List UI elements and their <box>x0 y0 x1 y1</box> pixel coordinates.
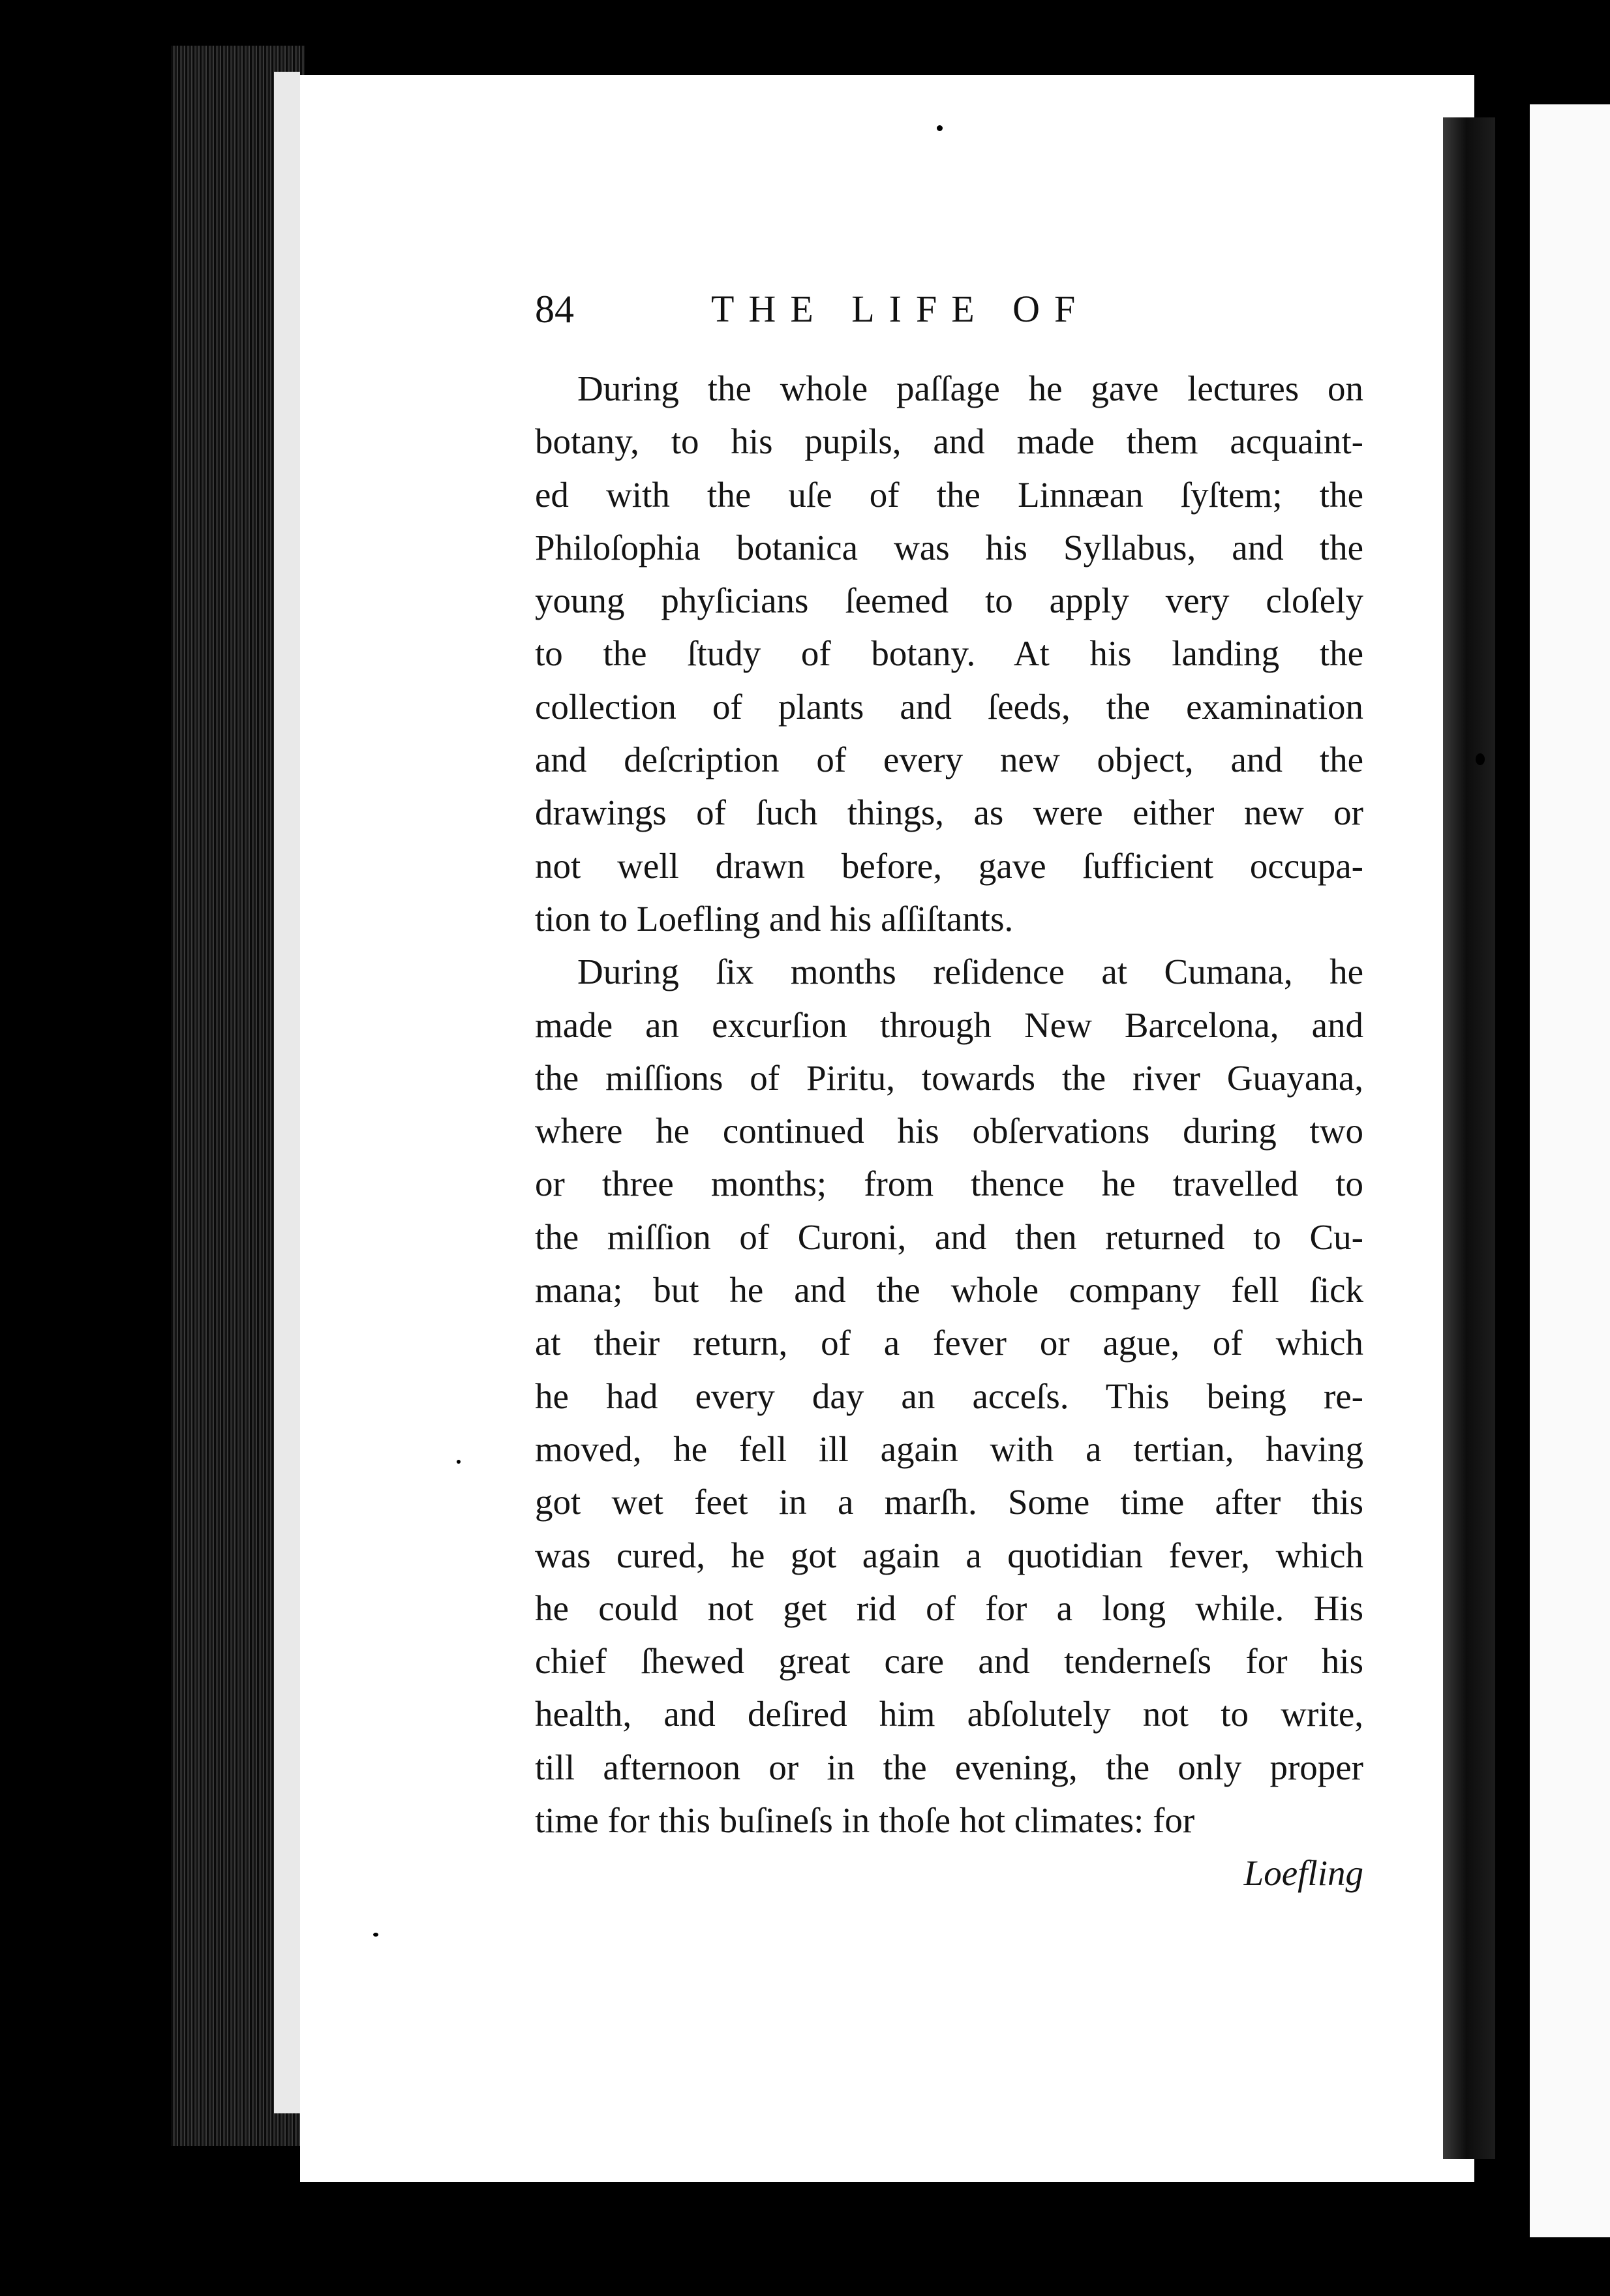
text-line: he could not get rid of for a long while. His <box>535 1588 1363 1628</box>
ink-speck <box>937 125 943 131</box>
body-text <box>535 362 1363 1900</box>
facing-page <box>1530 104 1610 2237</box>
book-gutter <box>1443 117 1495 2159</box>
text-line: young phyſicians ſeemed to apply very cloſely <box>535 581 1363 621</box>
text-line: and deſcription of every new object, and the <box>535 740 1363 780</box>
text-line: drawings of ſuch things, as were either new or <box>535 793 1363 833</box>
text-line: Philoſophia botanica was his Syllabus, and the <box>535 527 1363 567</box>
text-line: tion to Loefling and his aſſiſtants. <box>535 898 1014 939</box>
text-line: collection of plants and ſeeds, the examination <box>535 686 1363 727</box>
text-line: at their return, of a fever or ague, of which <box>535 1323 1363 1363</box>
catchword: Loefling <box>1243 1853 1363 1894</box>
paragraph <box>535 945 1363 1847</box>
text-line: or three months; from thence he travelled to <box>535 1164 1363 1204</box>
text-line: ed with the uſe of the Linnæan ſyſtem; the <box>535 474 1363 515</box>
text-line: mana; but he and the whole company fell ſick <box>535 1270 1363 1310</box>
text-line: got wet feet in a marſh. Some time after this <box>535 1482 1363 1522</box>
text-line: moved, he fell ill again with a tertian, having <box>535 1428 1363 1469</box>
text-line: During ſix months reſidence at Cumana, he <box>577 952 1363 992</box>
running-head <box>535 287 1370 346</box>
text-line: made an excurſion through New Barcelona, and <box>535 1004 1363 1045</box>
text-line: not well drawn before, gave ſufficient occupa- <box>535 845 1363 886</box>
text-line: to the ſtudy of botany. At his landing the <box>535 633 1363 674</box>
text-line: botany, to his pupils, and made them acquaint- <box>535 421 1363 462</box>
ink-speck <box>1476 753 1485 765</box>
text-line: time for this buſineſs in thoſe hot climates: for <box>535 1800 1195 1841</box>
text-line: health, and deſired him abſolutely not to write, <box>535 1694 1363 1734</box>
text-line: the miſſion of Curoni, and then returned to Cu- <box>535 1216 1363 1257</box>
ink-speck <box>373 1933 378 1937</box>
paragraph-container <box>535 362 1363 1847</box>
paragraph <box>535 362 1363 945</box>
text-line: was cured, he got again a quotidian fever, which <box>535 1535 1363 1575</box>
text-line: till afternoon or in the evening, the only proper <box>535 1747 1363 1787</box>
text-line: he had every day an acceſs. This being re- <box>535 1376 1363 1416</box>
text-line: chief ſhewed great care and tenderneſs for his <box>535 1641 1363 1682</box>
text-line: During the whole paſſage he gave lectures on <box>577 369 1363 408</box>
page-number: 84 <box>535 288 574 331</box>
running-head-title: THE LIFE OF <box>711 288 1090 330</box>
text-line: where he continued his obſervations during two <box>535 1111 1363 1151</box>
text-line: the miſſions of Piritu, towards the river Guayana, <box>535 1057 1363 1098</box>
ink-speck <box>457 1460 461 1464</box>
page-edge-strip <box>274 72 300 2113</box>
